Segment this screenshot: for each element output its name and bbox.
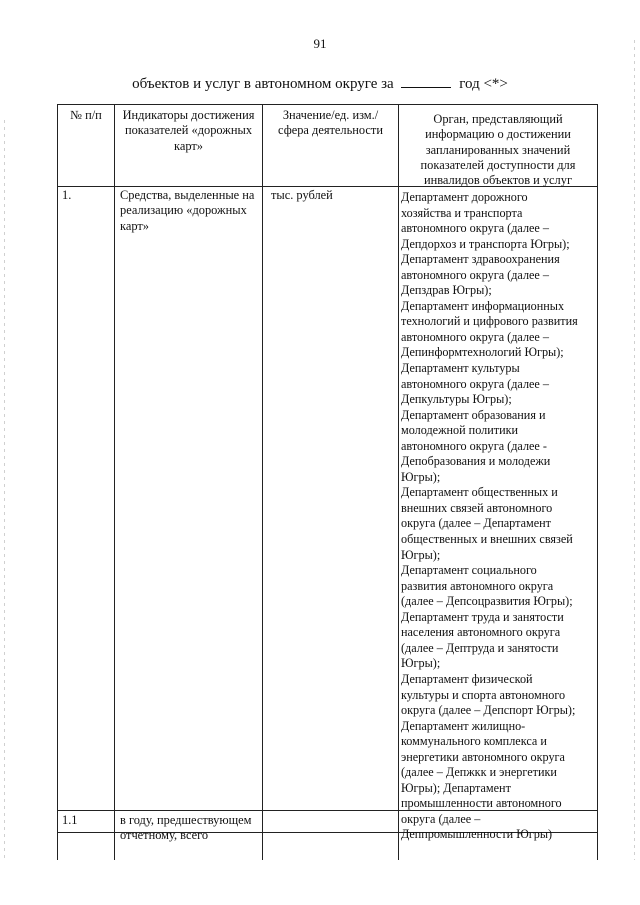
header-indicators: Индикаторы достижения показателей «дорожных карт» — [122, 108, 255, 153]
row-1-num: 1. — [62, 188, 72, 202]
row-1-1-indicator: в году, предшествующем отчетному, всего — [120, 813, 252, 843]
table-border-top — [57, 104, 598, 105]
row-1-organ: Департамент дорожного хозяйства и транспорта автономного округа (далее – Депдорхоз и транспорта Югры); Департамент здравоохранения автономного округа (далее – Депздрав Югры); Департамент информационных технологий и цифрового развития автономного округа (далее – Депинформтехнологий Югры); Департамент культуры автономного округа (далее – Депкультуры Югры); Департамент образования и молодежной политики автономного округа (далее - Депобразования и молодежи Югры); Департамент общественных и внешних связей автономного округа (далее – Департамент общественных и внешних связей Югры); Департамент социального развития автономного округа (далее – Депсоцразвития Югры); Департамент труда и занятости населения автономного округа (далее – Дептруда и занятости Югры); Департамент физической культуры и спорта автономного округа (далее – Депспорт Югры); Департамент жилищно- коммунального комплекса и энергетики автономного округа (далее – Депжкк и энергетики Югры); Департамент промышленности автономного округа (далее – Дeппромышленности Югры) — [401, 190, 578, 842]
row-1-1-num: 1.1 — [62, 813, 78, 827]
page-number: 91 — [313, 36, 327, 51]
row-1-value: тыс. рублей — [271, 188, 333, 202]
header-organ: Орган, представляющий информацию о достижении запланированных значений показателей доступности для инвалидов объектов и услуг — [420, 112, 576, 188]
scan-edge-left — [4, 120, 5, 860]
heading-text: объектов и услуг в автономном округе за — [132, 76, 394, 92]
indicators-table — [57, 104, 598, 860]
heading-suffix: год <*> — [459, 76, 508, 92]
table-border-right — [597, 104, 598, 860]
col-divider-2 — [262, 104, 263, 860]
header-value: Значение/ед. изм./сфера деятельности — [278, 108, 383, 138]
table-border-left — [57, 104, 58, 860]
year-blank-line — [401, 74, 451, 88]
row-1-1-organ — [399, 811, 597, 815]
row-1-indicator: Средства, выделенные на реализацию «дорожных карт» — [120, 188, 255, 233]
page-heading — [0, 74, 640, 93]
row-1-1-value — [263, 811, 398, 815]
scan-edge-right — [634, 40, 635, 860]
header-num: № п/п — [70, 108, 102, 122]
